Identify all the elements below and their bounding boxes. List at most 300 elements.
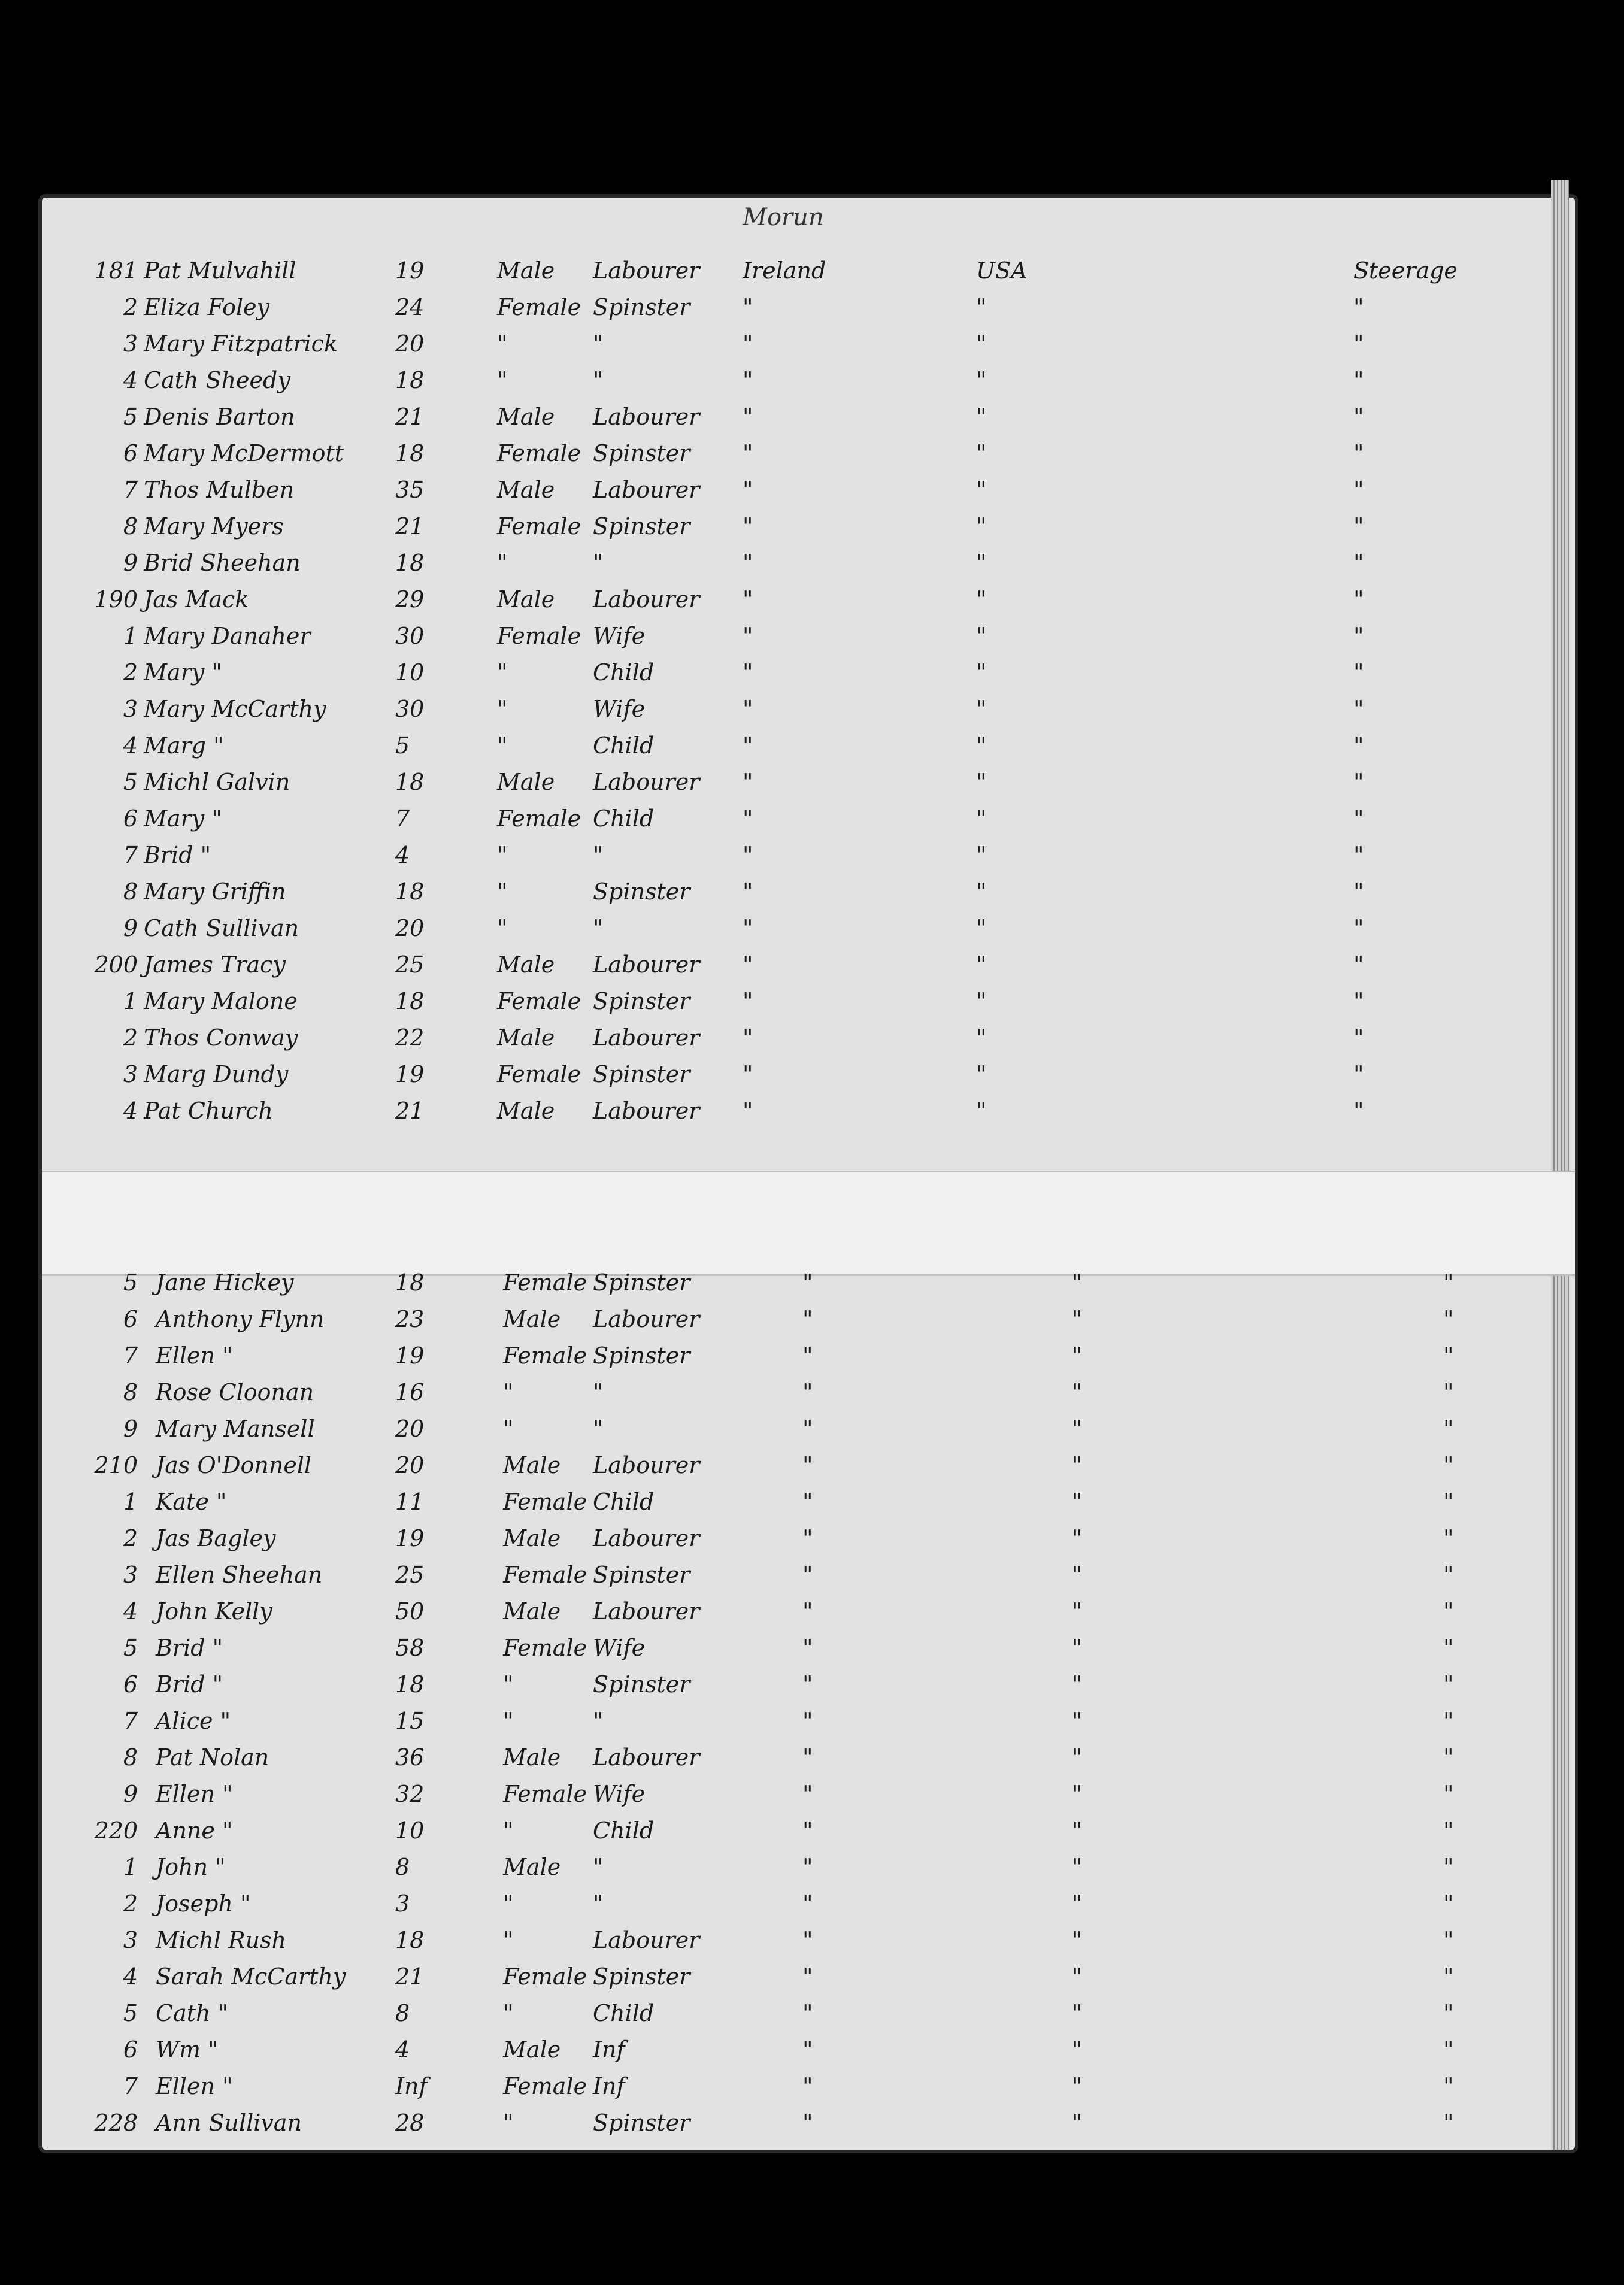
cell-age: 20 xyxy=(395,331,425,357)
cell-num: 1 xyxy=(123,623,138,649)
cell-age: 18 xyxy=(395,988,425,1014)
manifest-row xyxy=(0,659,1624,695)
cell-sex: " xyxy=(503,2110,514,2136)
cell-occupation: Child xyxy=(593,1489,655,1515)
cell-name: Thos Mulben xyxy=(144,477,295,503)
cell-age: 19 xyxy=(395,1342,425,1369)
cell-country: " xyxy=(802,1525,813,1551)
cell-country: " xyxy=(743,1098,753,1124)
cell-num: 9 xyxy=(123,1781,138,1807)
cell-age: 8 xyxy=(395,1854,410,1880)
cell-age: 32 xyxy=(395,1781,425,1807)
cell-occupation: Spinster xyxy=(593,1963,690,1990)
cell-name: Mary Malone xyxy=(144,988,298,1014)
cell-sex: " xyxy=(503,1890,514,1917)
cell-sex: " xyxy=(503,1708,514,1734)
manifest-row xyxy=(0,550,1624,586)
cell-class: " xyxy=(1353,477,1364,503)
cell-occupation: " xyxy=(593,842,604,868)
cell-sex: Female xyxy=(497,294,581,320)
cell-name: Cath " xyxy=(156,2000,229,2026)
cell-sex: Male xyxy=(497,257,555,284)
cell-name: Jas O'Donnell xyxy=(156,1452,312,1478)
cell-destination: " xyxy=(1072,1671,1083,1698)
cell-name: Mary Fitzpatrick xyxy=(144,331,338,357)
cell-class: " xyxy=(1353,769,1364,795)
cell-occupation: " xyxy=(593,331,604,357)
cell-class: " xyxy=(1443,1708,1454,1734)
cell-country: " xyxy=(802,1635,813,1661)
manifest-row xyxy=(0,1416,1624,1451)
cell-age: 11 xyxy=(395,1489,425,1515)
cell-occupation: Child xyxy=(593,805,655,832)
cell-destination: " xyxy=(976,404,987,430)
cell-sex: Female xyxy=(497,513,581,540)
cell-country: " xyxy=(743,1061,753,1087)
cell-sex: " xyxy=(497,732,508,759)
cell-age: 18 xyxy=(395,1269,425,1296)
cell-class: " xyxy=(1353,1098,1364,1124)
cell-name: Marg " xyxy=(144,732,224,759)
cell-occupation: Labourer xyxy=(593,404,700,430)
cell-sex: " xyxy=(497,367,508,393)
cell-class: " xyxy=(1443,2037,1454,2063)
cell-name: Cath Sullivan xyxy=(144,915,299,941)
cell-destination: " xyxy=(976,440,987,466)
cell-num: 7 xyxy=(123,842,138,868)
cell-age: 30 xyxy=(395,623,425,649)
manifest-row xyxy=(0,1854,1624,1890)
manifest-row xyxy=(0,2073,1624,2109)
cell-name: Mary Danaher xyxy=(144,623,311,649)
cell-class: " xyxy=(1443,1854,1454,1880)
cell-age: 19 xyxy=(395,257,425,284)
cell-num: 3 xyxy=(123,1061,138,1087)
cell-age: 23 xyxy=(395,1306,425,1332)
cell-class: " xyxy=(1353,1025,1364,1051)
cell-occupation: " xyxy=(593,550,604,576)
cell-occupation: Labourer xyxy=(593,1098,700,1124)
cell-age: 20 xyxy=(395,1416,425,1442)
cell-occupation: Labourer xyxy=(593,477,700,503)
cell-country: " xyxy=(743,1025,753,1051)
cell-sex: " xyxy=(497,915,508,941)
cell-name: Joseph " xyxy=(156,1890,251,1917)
cell-country: " xyxy=(743,404,753,430)
cell-age: 58 xyxy=(395,1635,425,1661)
manifest-row xyxy=(0,1061,1624,1097)
cell-sex: Male xyxy=(497,769,555,795)
cell-class: " xyxy=(1443,1342,1454,1369)
cell-destination: " xyxy=(1072,1781,1083,1807)
cell-name: Wm " xyxy=(156,2037,219,2063)
cell-name: Michl Galvin xyxy=(144,769,290,795)
cell-name: Pat Mulvahill xyxy=(144,257,296,284)
cell-sex: Female xyxy=(503,1635,587,1661)
cell-occupation: Inf xyxy=(593,2037,625,2063)
cell-occupation: Wife xyxy=(593,1635,646,1661)
cell-class: " xyxy=(1443,1452,1454,1478)
cell-destination: " xyxy=(976,951,987,978)
cell-class: " xyxy=(1353,951,1364,978)
manifest-row xyxy=(0,915,1624,951)
cell-age: 16 xyxy=(395,1379,425,1405)
cell-country: " xyxy=(743,367,753,393)
cell-occupation: Labourer xyxy=(593,769,700,795)
cell-destination: " xyxy=(1072,1635,1083,1661)
cell-age: 36 xyxy=(395,1744,425,1771)
manifest-row xyxy=(0,1379,1624,1415)
cell-name: Jas Mack xyxy=(144,586,249,613)
cell-occupation: " xyxy=(593,1379,604,1405)
cell-occupation: Labourer xyxy=(593,951,700,978)
manifest-row xyxy=(0,1562,1624,1598)
cell-sex: Male xyxy=(503,1525,561,1551)
cell-country: " xyxy=(743,696,753,722)
cell-class: " xyxy=(1353,586,1364,613)
cell-country: " xyxy=(743,623,753,649)
cell-destination: " xyxy=(976,732,987,759)
cell-occupation: " xyxy=(593,1854,604,1880)
cell-age: 18 xyxy=(395,1671,425,1698)
cell-destination: " xyxy=(976,878,987,905)
cell-class: " xyxy=(1353,878,1364,905)
cell-num: 1 xyxy=(123,988,138,1014)
cell-occupation: Labourer xyxy=(593,586,700,613)
cell-destination: " xyxy=(976,1098,987,1124)
cell-sex: Male xyxy=(497,1098,555,1124)
cell-age: 7 xyxy=(395,805,410,832)
cell-class: Steerage xyxy=(1353,257,1458,284)
cell-name: Brid Sheehan xyxy=(144,550,301,576)
cell-class: " xyxy=(1353,367,1364,393)
cell-sex: Male xyxy=(503,1598,561,1625)
cell-country: " xyxy=(802,1342,813,1369)
cell-age: 18 xyxy=(395,878,425,905)
cell-country: " xyxy=(743,769,753,795)
cell-class: " xyxy=(1443,1269,1454,1296)
cell-class: " xyxy=(1443,1744,1454,1771)
cell-name: Mary Mansell xyxy=(156,1416,315,1442)
cell-class: " xyxy=(1353,513,1364,540)
cell-name: Pat Church xyxy=(144,1098,273,1124)
manifest-row xyxy=(0,1489,1624,1525)
cell-country: " xyxy=(743,294,753,320)
cell-num: 8 xyxy=(123,1744,138,1771)
cell-occupation: Spinster xyxy=(593,1269,690,1296)
cell-num: 4 xyxy=(123,732,138,759)
manifest-row xyxy=(0,1671,1624,1707)
cell-age: 8 xyxy=(395,2000,410,2026)
cell-sex: Male xyxy=(497,951,555,978)
cell-country: " xyxy=(743,842,753,868)
manifest-row xyxy=(0,1269,1624,1305)
cell-occupation: Spinster xyxy=(593,440,690,466)
cell-name: Anne " xyxy=(156,1817,233,1844)
cell-class: " xyxy=(1443,2073,1454,2099)
cell-country: " xyxy=(802,1671,813,1698)
cell-country: " xyxy=(743,915,753,941)
cell-occupation: Wife xyxy=(593,696,646,722)
cell-occupation: Spinster xyxy=(593,988,690,1014)
cell-occupation: Spinster xyxy=(593,2110,690,2136)
cell-age: 20 xyxy=(395,915,425,941)
cell-age: 18 xyxy=(395,367,425,393)
cell-occupation: " xyxy=(593,915,604,941)
cell-occupation: Labourer xyxy=(593,1306,700,1332)
manifest-row xyxy=(0,2037,1624,2072)
cell-destination: " xyxy=(1072,1416,1083,1442)
cell-name: Anthony Flynn xyxy=(156,1306,325,1332)
cell-sex: Female xyxy=(503,1342,587,1369)
cell-age: 10 xyxy=(395,659,425,686)
cell-country: " xyxy=(743,477,753,503)
cell-sex: " xyxy=(503,1817,514,1844)
cell-class: " xyxy=(1443,2110,1454,2136)
cell-name: Ellen " xyxy=(156,2073,233,2099)
cell-occupation: Labourer xyxy=(593,1525,700,1551)
cell-destination: " xyxy=(976,988,987,1014)
cell-name: Ellen " xyxy=(156,1781,233,1807)
cell-num: 7 xyxy=(123,2073,138,2099)
cell-sex: Female xyxy=(503,1489,587,1515)
cell-occupation: Child xyxy=(593,732,655,759)
cell-sex: Male xyxy=(497,477,555,503)
cell-num: 228 xyxy=(94,2110,138,2136)
cell-occupation: Spinster xyxy=(593,1342,690,1369)
manifest-row xyxy=(0,1598,1624,1634)
cell-age: 30 xyxy=(395,696,425,722)
cell-destination: " xyxy=(976,805,987,832)
cell-name: Alice " xyxy=(156,1708,231,1734)
cell-sex: Female xyxy=(497,988,581,1014)
cell-destination: " xyxy=(1072,1598,1083,1625)
cell-country: " xyxy=(802,1379,813,1405)
cell-country: " xyxy=(802,1452,813,1478)
cell-destination: " xyxy=(1072,1562,1083,1588)
cell-name: James Tracy xyxy=(144,951,286,978)
cell-occupation: Labourer xyxy=(593,1927,700,1953)
cell-country: " xyxy=(743,988,753,1014)
cell-destination: " xyxy=(1072,1525,1083,1551)
cell-occupation: Spinster xyxy=(593,513,690,540)
page-header-mark: Morun xyxy=(743,204,824,231)
cell-age: 4 xyxy=(395,842,410,868)
cell-country: " xyxy=(802,1598,813,1625)
cell-class: " xyxy=(1443,1489,1454,1515)
manifest-row xyxy=(0,842,1624,878)
cell-name: Sarah McCarthy xyxy=(156,1963,346,1990)
cell-destination: " xyxy=(976,550,987,576)
cell-class: " xyxy=(1353,404,1364,430)
cell-name: Brid " xyxy=(144,842,211,868)
cell-num: 7 xyxy=(123,1708,138,1734)
cell-num: 4 xyxy=(123,367,138,393)
cell-destination: " xyxy=(976,842,987,868)
cell-country: " xyxy=(802,1269,813,1296)
cell-name: Brid " xyxy=(156,1671,223,1698)
cell-sex: Female xyxy=(497,805,581,832)
cell-country: " xyxy=(743,550,753,576)
manifest-row xyxy=(0,1817,1624,1853)
cell-destination: " xyxy=(1072,1342,1083,1369)
cell-class: " xyxy=(1443,1525,1454,1551)
cell-occupation: Spinster xyxy=(593,878,690,905)
cell-num: 2 xyxy=(123,1525,138,1551)
cell-age: 24 xyxy=(395,294,425,320)
manifest-row xyxy=(0,769,1624,805)
cell-name: Pat Nolan xyxy=(156,1744,269,1771)
cell-country: " xyxy=(802,1854,813,1880)
cell-sex: " xyxy=(503,2000,514,2026)
cell-occupation: Labourer xyxy=(593,1025,700,1051)
cell-age: 29 xyxy=(395,586,425,613)
cell-country: " xyxy=(802,1562,813,1588)
cell-name: Mary Griffin xyxy=(144,878,286,905)
cell-occupation: " xyxy=(593,1708,604,1734)
cell-country: " xyxy=(743,951,753,978)
cell-country: " xyxy=(743,513,753,540)
cell-num: 7 xyxy=(123,1342,138,1369)
cell-age: 18 xyxy=(395,769,425,795)
cell-age: 50 xyxy=(395,1598,425,1625)
cell-num: 7 xyxy=(123,477,138,503)
cell-destination: " xyxy=(1072,1489,1083,1515)
manifest-row xyxy=(0,294,1624,330)
cell-num: 6 xyxy=(123,1671,138,1698)
manifest-row xyxy=(0,1708,1624,1744)
cell-num: 8 xyxy=(123,513,138,540)
cell-class: " xyxy=(1353,732,1364,759)
cell-sex: " xyxy=(497,659,508,686)
cell-class: " xyxy=(1353,294,1364,320)
cell-age: 35 xyxy=(395,477,425,503)
cell-destination: " xyxy=(976,623,987,649)
manifest-row xyxy=(0,805,1624,841)
cell-age: 22 xyxy=(395,1025,425,1051)
cell-name: Brid " xyxy=(156,1635,223,1661)
cell-occupation: Spinster xyxy=(593,1562,690,1588)
cell-destination: " xyxy=(1072,1817,1083,1844)
cell-destination: " xyxy=(976,367,987,393)
cell-class: " xyxy=(1443,1671,1454,1698)
cell-destination: " xyxy=(976,915,987,941)
cell-num: 9 xyxy=(123,550,138,576)
cell-name: Mary Myers xyxy=(144,513,284,540)
cell-country: " xyxy=(802,1306,813,1332)
cell-sex: " xyxy=(503,1671,514,1698)
cell-country: " xyxy=(743,659,753,686)
manifest-row xyxy=(0,2110,1624,2145)
cell-num: 8 xyxy=(123,1379,138,1405)
cell-age: 18 xyxy=(395,1927,425,1953)
cell-sex: Male xyxy=(497,1025,555,1051)
cell-age: 28 xyxy=(395,2110,425,2136)
cell-class: " xyxy=(1443,1817,1454,1844)
manifest-row xyxy=(0,988,1624,1024)
cell-country: " xyxy=(802,1744,813,1771)
manifest-row xyxy=(0,2000,1624,2036)
cell-occupation: Labourer xyxy=(593,257,700,284)
cell-name: Mary McCarthy xyxy=(144,696,326,722)
cell-name: Mary McDermott xyxy=(144,440,344,466)
cell-class: " xyxy=(1443,1927,1454,1953)
cell-destination: " xyxy=(1072,1306,1083,1332)
cell-occupation: Labourer xyxy=(593,1598,700,1625)
cell-destination: " xyxy=(976,586,987,613)
cell-num: 9 xyxy=(123,1416,138,1442)
manifest-row xyxy=(0,623,1624,659)
cell-country: " xyxy=(743,878,753,905)
cell-name: Ann Sullivan xyxy=(156,2110,302,2136)
cell-occupation: " xyxy=(593,1416,604,1442)
cell-num: 3 xyxy=(123,331,138,357)
cell-sex: Male xyxy=(503,1452,561,1478)
cell-age: 21 xyxy=(395,404,425,430)
cell-name: Thos Conway xyxy=(144,1025,298,1051)
cell-name: Denis Barton xyxy=(144,404,295,430)
cell-num: 5 xyxy=(123,404,138,430)
cell-occupation: Spinster xyxy=(593,294,690,320)
cell-country: " xyxy=(802,1817,813,1844)
cell-country: " xyxy=(802,2073,813,2099)
cell-sex: Female xyxy=(503,2073,587,2099)
cell-sex: " xyxy=(497,696,508,722)
cell-num: 9 xyxy=(123,915,138,941)
cell-class: " xyxy=(1443,1562,1454,1588)
cell-country: " xyxy=(802,2000,813,2026)
cell-class: " xyxy=(1353,623,1364,649)
cell-destination: " xyxy=(976,1061,987,1087)
manifest-row xyxy=(0,1342,1624,1378)
cell-age: 10 xyxy=(395,1817,425,1844)
cell-num: 6 xyxy=(123,440,138,466)
cell-age: 20 xyxy=(395,1452,425,1478)
manifest-row xyxy=(0,732,1624,768)
cell-num: 3 xyxy=(123,1927,138,1953)
manifest-row xyxy=(0,404,1624,440)
cell-occupation: Inf xyxy=(593,2073,625,2099)
cell-name: Ellen " xyxy=(156,1342,233,1369)
cell-num: 2 xyxy=(123,659,138,686)
cell-country: " xyxy=(743,805,753,832)
cell-destination: " xyxy=(976,513,987,540)
cell-occupation: Child xyxy=(593,1817,655,1844)
cell-num: 190 xyxy=(94,586,138,613)
cell-country: " xyxy=(802,1708,813,1734)
cell-name: Kate " xyxy=(156,1489,227,1515)
cell-sex: Female xyxy=(503,1963,587,1990)
cell-class: " xyxy=(1353,550,1364,576)
cell-occupation: Spinster xyxy=(593,1061,690,1087)
manifest-row xyxy=(0,331,1624,366)
manifest-row xyxy=(0,1963,1624,1999)
cell-num: 5 xyxy=(123,1635,138,1661)
cell-num: 2 xyxy=(123,1025,138,1051)
cell-num: 5 xyxy=(123,2000,138,2026)
cell-num: 200 xyxy=(94,951,138,978)
cell-num: 8 xyxy=(123,878,138,905)
cell-num: 5 xyxy=(123,769,138,795)
cell-age: 19 xyxy=(395,1061,425,1087)
manifest-row xyxy=(0,1635,1624,1671)
cell-num: 5 xyxy=(123,1269,138,1296)
cell-class: " xyxy=(1443,1598,1454,1625)
cell-sex: Female xyxy=(503,1562,587,1588)
cell-destination: " xyxy=(1072,1927,1083,1953)
cell-country: " xyxy=(802,1890,813,1917)
cell-occupation: Spinster xyxy=(593,1671,690,1698)
